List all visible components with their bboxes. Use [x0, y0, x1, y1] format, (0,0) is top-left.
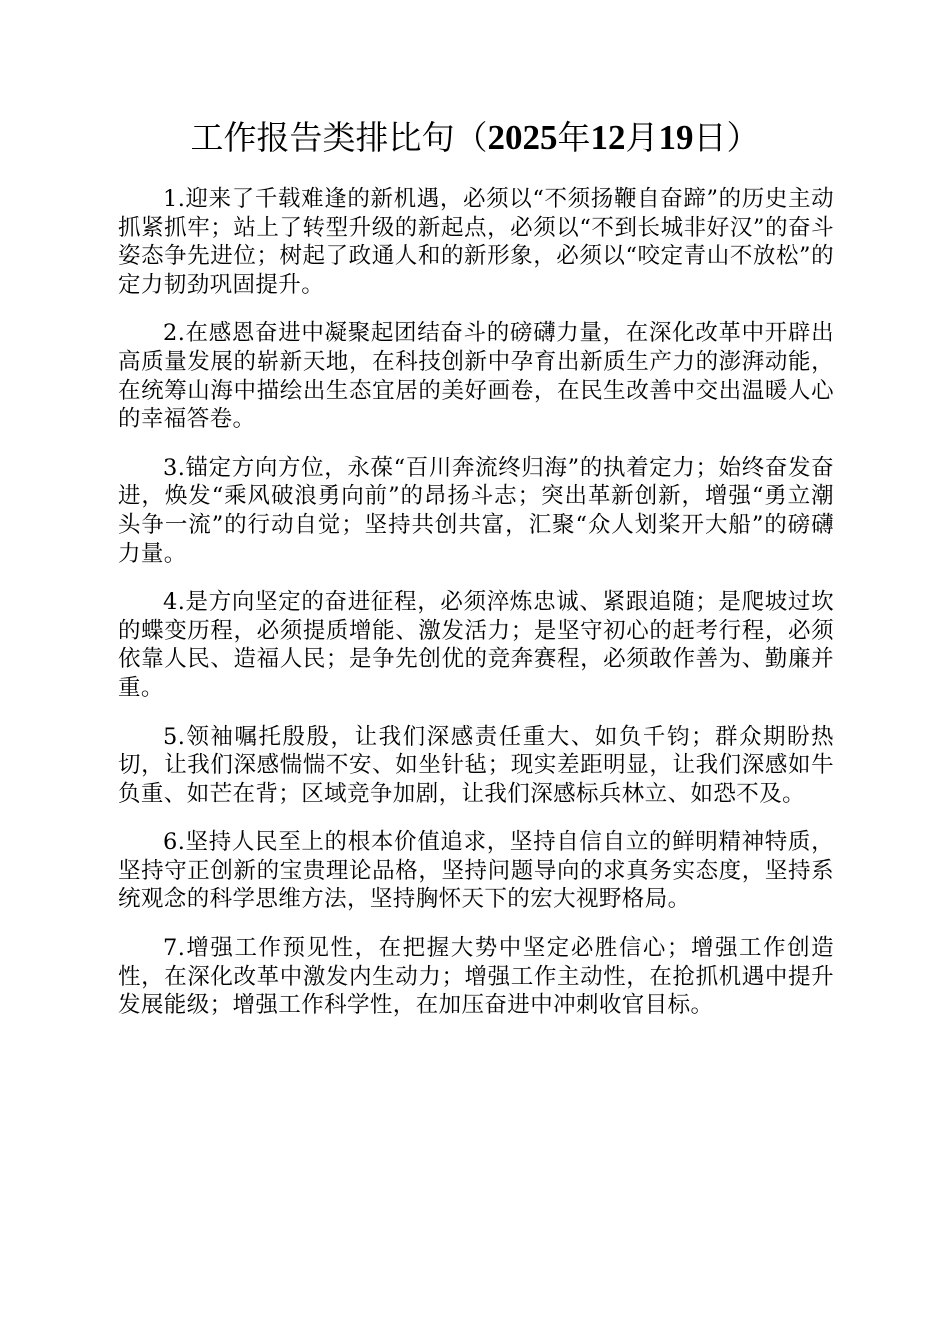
- title-day: 19: [658, 118, 694, 157]
- title-month: 12: [590, 118, 626, 157]
- paragraph-4: 4.是方向坚定的奋进征程，必须淬炼忠诚、紧跟追随；是爬坡过坎的蝶变历程，必须提质增能、激发活力；是坚守初心的赶考行程，必须依靠人民、造福人民；是争先创优的竞奔赛程，必须敢作善为、勤廉并重。: [118, 589, 834, 701]
- paragraph-5: 5.领袖嘱托殷殷，让我们深感责任重大、如负千钧；群众期盼热切，让我们深感惴惴不安、如坐针毡；现实差距明显，让我们深感如牛负重、如芒在背；区域竞争加剧，让我们深感标兵林立、如恐不及。: [118, 723, 834, 807]
- document-body: [118, 185, 834, 1040]
- title-month-unit: 月: [625, 118, 659, 157]
- document-title: [0, 116, 950, 160]
- paragraph-6: 6.坚持人民至上的根本价值追求，坚持自信自立的鲜明精神特质，坚持守正创新的宝贵理论品格，坚持问题导向的求真务实态度，坚持系统观念的科学思维方法，坚持胸怀天下的宏大视野格局。: [118, 829, 834, 913]
- title-prefix: 工作报告类排比句（: [190, 118, 488, 157]
- paragraph-3: 3.锚定方向方位，永葆“百川奔流终归海”的执着定力；始终奋发奋进，焕发“乘风破浪勇向前”的昂扬斗志；突出革新创新，增强“勇立潮头争一流”的行动自觉；坚持共创共富，汇聚“众人划桨开大船”的磅礴力量。: [118, 454, 834, 567]
- title-year: 2025: [487, 118, 558, 157]
- title-year-unit: 年: [557, 118, 591, 157]
- paragraph-7: 7.增强工作预见性，在把握大势中坚定必胜信心；增强工作创造性，在深化改革中激发内生动力；增强工作主动性，在抢抓机遇中提升发展能级；增强工作科学性，在加压奋进中冲刺收官目标。: [118, 935, 834, 1019]
- paragraph-1: 1.迎来了千载难逢的新机遇，必须以“不须扬鞭自奋蹄”的历史主动抓紧抓牢；站上了转型升级的新起点，必须以“不到长城非好汉”的奋斗姿态争先进位；树起了政通人和的新形象，必须以“咬定青山不放松”的定力韧劲巩固提升。: [118, 186, 834, 298]
- title-suffix: 日）: [693, 118, 760, 157]
- paragraph-2: 2.在感恩奋进中凝聚起团结奋斗的磅礴力量，在深化改革中开辟出高质量发展的崭新天地，在科技创新中孕育出新质生产力的澎湃动能，在统筹山海中描绘出生态宜居的美好画卷，在民生改善中交出温暖人心的幸福答卷。: [118, 320, 834, 433]
